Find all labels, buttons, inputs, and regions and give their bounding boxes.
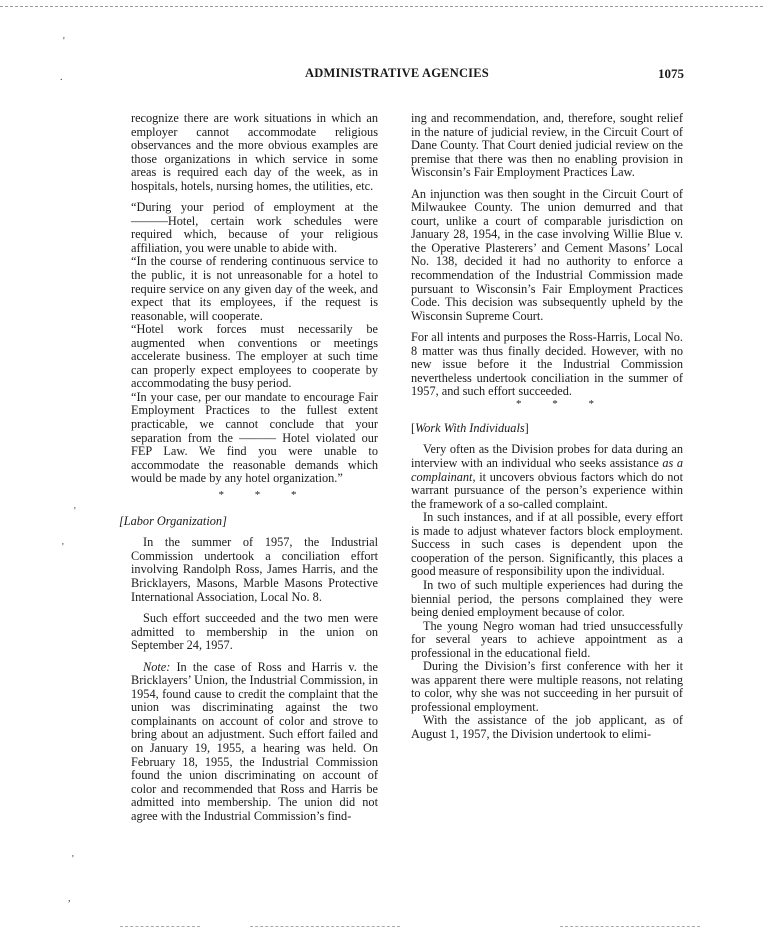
paragraph: In two of such multiple experiences had during the biennial period, the persons complained they were being denied employment because of color. xyxy=(411,577,683,620)
bracket: [ xyxy=(411,420,416,435)
note-text: In the case of Ross and Harris v. the Bricklayers’ Union, the Industrial Commission, in 1954, found cause to credit the complaint that the union was discriminating against the two complainants on account of color and strove to bring about an adjustment. Such effort failed and on January 19, 1955, a hearing was held. On February 18, 1955, the Industrial Commission found the union discriminating on account of color and recommended that Ross and Harris be admitted into membership. The union did not agree with the Industrial Commission’s find- xyxy=(131,659,378,823)
quoted-paragraph: “In your case, per our mandate to encourage Fair Employment Practices to the fullest extent practicable, we cannot conclude that your separation from the ——— Hotel violated our FEP Law. We find you were unable to accommodate the reasonable demands which would be made by any hotel organization.” xyxy=(131,389,378,486)
scan-speck: ' xyxy=(72,854,74,865)
note-label: Note: xyxy=(143,659,171,674)
top-border-rule xyxy=(0,6,763,7)
section-separator: * * * xyxy=(218,488,311,501)
section-heading: [Labor Organization] xyxy=(119,513,227,528)
scan-speck: ' xyxy=(74,506,76,517)
section-heading-text: Work With Individuals xyxy=(415,420,525,435)
text-run: , it uncovers obvious factors which do not warrant pursuance of the person’s experience within the framework of a so-called complaint. xyxy=(411,469,683,511)
emphasis: as a complainant xyxy=(411,456,683,484)
bottom-scan-rule xyxy=(560,926,700,927)
scan-speck: . xyxy=(60,72,63,83)
quoted-paragraph: “During your period of employment at the ———Hotel, certain work schedules were required which, because of your religious affiliation, you were unable to abide with. xyxy=(131,200,378,255)
paragraph xyxy=(411,443,683,511)
scan-speck: , xyxy=(68,893,71,904)
scan-speck: ' xyxy=(62,542,64,553)
paragraph: recognize there are work situations in which an employer cannot accommodate religious observances and the more obvious examples are those organizations in which service in some areas is required each day of the week, as in hospitals, hotels, nursing homes, the utilities, etc. xyxy=(131,111,378,193)
paragraph: An injunction was then sought in the Circuit Court of Milwaukee County. The union demurred and that court, unlike a court of comparable jurisdiction on January 28, 1954, in the case involving Willie Blue v. the Operative Plasterers’ and Cement Masons’ Local No. 138, decided it had no authority to enforce a recommendation of the Industrial Commission made pursuant to Wisconsin’s Fair Employment Practices Code. This decision was subsequently upheld by the Wisconsin Supreme Court. xyxy=(411,186,683,323)
section-heading xyxy=(411,422,683,436)
page-number: 1075 xyxy=(658,66,684,81)
quoted-paragraph: “Hotel work forces must necessarily be augmented when conventions or meetings accelerate business. The employer at such time can properly expect employees to cooperate by accommodating the busy period. xyxy=(131,322,378,391)
paragraph: In the summer of 1957, the Industrial Commission undertook a conciliation effort involving Randolph Ross, James Harris, and the Bricklayers, Masons, Marble Masons Protective International Association, Local No. 8. xyxy=(131,535,378,604)
bottom-scan-rule xyxy=(120,926,200,927)
note-paragraph xyxy=(131,661,378,824)
paragraph: In such instances, and if at all possible, every effort is made to adjust whatever factors block employment. Success in such cases is dependent upon the cooperation of the person. Significantly, this places a good measure of responsibility upon the individual. xyxy=(411,510,683,579)
page-header xyxy=(0,66,763,84)
paragraph: During the Division’s first conference with her it was apparent there were multiple reasons, not relating to color, why she was not succeeding in her pursuit of professional employment. xyxy=(411,659,683,714)
bracket: ] xyxy=(524,420,529,435)
quoted-paragraph: “In the course of rendering continuous service to the public, it is not unreasonable for a hotel to require service on any given day of the week, and expect that its employees, if the request is reasonable, will cooperate. xyxy=(131,254,378,323)
paragraph: With the assistance of the job applicant, as of August 1, 1957, the Division undertook to elimi- xyxy=(411,713,683,741)
bottom-scan-rule xyxy=(250,926,400,927)
left-column xyxy=(119,111,378,831)
paragraph: For all intents and purposes the Ross-Harris, Local No. 8 matter was thus finally decided. However, with no new issue before it the Industrial Commission nevertheless undertook conciliation in the summer of 1957, and such effort succeeded. xyxy=(411,330,683,399)
paragraph: ing and recommendation, and, therefore, sought relief in the nature of judicial review, in the Circuit Court of Dane County. That Court denied judicial review on the premise that there was then no enabling provision in Wisconsin’s Fair Employment Practices Law. xyxy=(411,111,683,180)
text-run: Very often as the Division probes for data during an interview with an individual who seeks assistance xyxy=(411,442,683,471)
running-head: ADMINISTRATIVE AGENCIES xyxy=(305,66,489,80)
scan-speck: ' xyxy=(63,36,65,47)
paragraph: Such effort succeeded and the two men were admitted to membership in the union on September 24, 1957. xyxy=(131,611,378,653)
paragraph: The young Negro woman had tried unsuccessfully for several years to achieve appointment as a professional in the educational field. xyxy=(411,618,683,660)
section-separator: * * * xyxy=(516,397,608,410)
right-column xyxy=(411,112,683,742)
